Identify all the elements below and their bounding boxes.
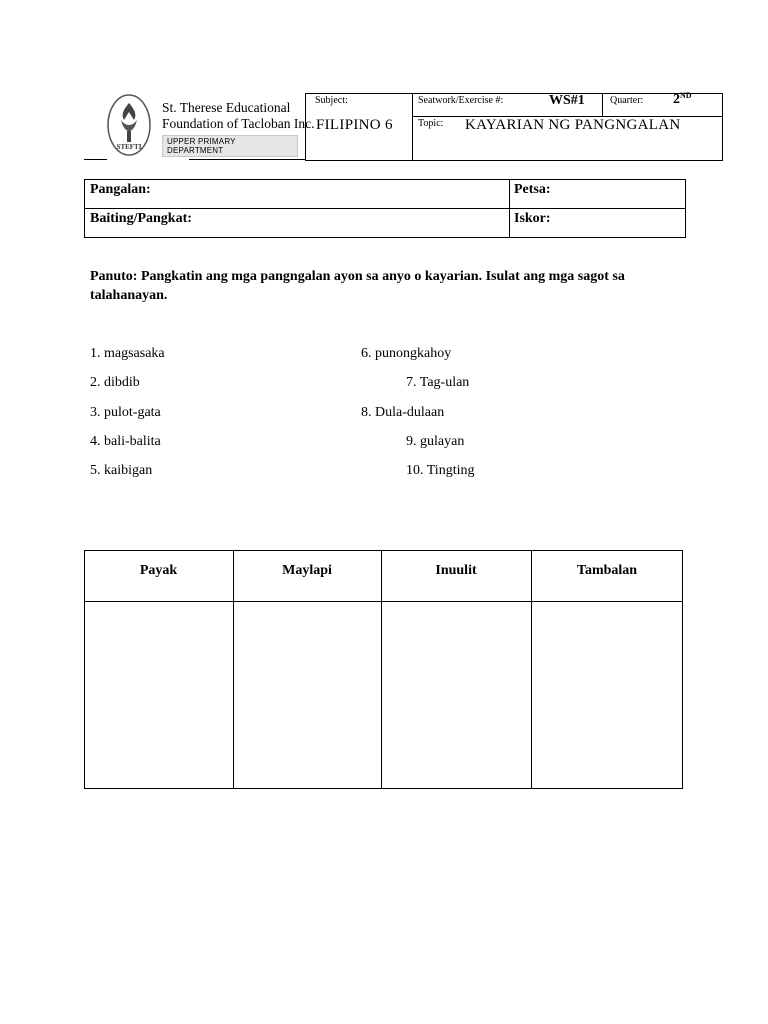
student-info-divider	[84, 208, 686, 209]
header-rule-right	[189, 159, 305, 160]
date-field[interactable]: Petsa:	[514, 182, 551, 197]
list-item: 6. punongkahoy	[361, 346, 452, 361]
instructions: Panuto: Pangkatin ang mga pangngalan ayon sa anyo o kayarian. Isulat ang mga sagot sa talahanayan.	[90, 269, 625, 303]
list-item: 10. Tingting	[406, 463, 475, 478]
list-item: 5. kaibigan	[90, 463, 153, 478]
topic-label: Topic:	[418, 118, 444, 129]
table-header-payak: Payak	[139, 563, 178, 578]
list-item: 9. gulayan	[406, 434, 465, 449]
seatwork-value: WS#1	[549, 93, 585, 108]
subject-value: FILIPINO 6	[316, 117, 393, 133]
answer-cell-payak[interactable]	[85, 602, 232, 788]
answer-cell-maylapi[interactable]	[234, 602, 380, 788]
list-item: 4. bali-balita	[90, 434, 161, 449]
quarter-value: 2ND	[673, 91, 692, 107]
student-info-divider	[509, 179, 510, 238]
quarter-label: Quarter:	[610, 95, 644, 106]
school-name: St. Therese Educational Foundation of Tacloban Inc.	[162, 100, 315, 131]
table-header-inuulit: Inuulit	[435, 563, 477, 578]
table-header-maylapi: Maylapi	[282, 563, 332, 578]
list-item: 1. magsasaka	[90, 346, 165, 361]
list-item: 8. Dula-dulaan	[361, 405, 445, 420]
svg-text:STEFTI: STEFTI	[116, 143, 142, 151]
table-header-tambalan: Tambalan	[576, 563, 638, 578]
subject-label: Subject:	[315, 95, 348, 106]
name-field[interactable]: Pangalan:	[90, 182, 151, 197]
department-label: UPPER PRIMARY DEPARTMENT	[162, 135, 298, 157]
header-divider	[412, 93, 413, 161]
list-item: 2. dibdib	[90, 375, 140, 390]
grade-section-field[interactable]: Baiting/Pangkat:	[90, 211, 192, 226]
seatwork-label: Seatwork/Exercise #:	[418, 95, 504, 106]
list-item: 3. pulot-gata	[90, 405, 161, 420]
torch-emblem-icon	[106, 93, 152, 157]
list-item: 7. Tag-ulan	[406, 375, 470, 390]
answer-cell-tambalan[interactable]	[532, 602, 682, 788]
topic-value: KAYARIAN NG PANGNGALAN	[465, 117, 681, 133]
header-rule-left	[84, 159, 107, 160]
answer-cell-inuulit[interactable]	[382, 602, 530, 788]
school-logo	[84, 93, 315, 157]
score-field[interactable]: Iskor:	[514, 211, 551, 226]
header-divider	[602, 93, 603, 116]
